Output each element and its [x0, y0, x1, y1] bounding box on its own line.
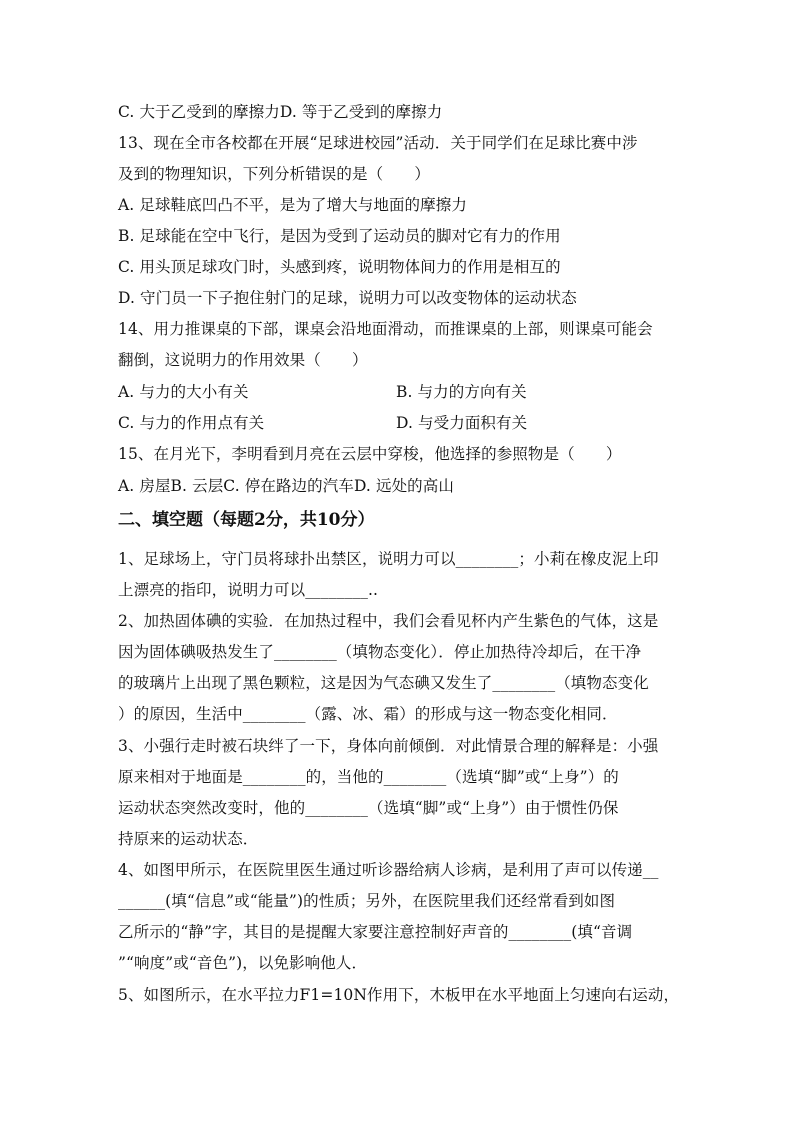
fill-3-line-1: 3、小强行走时被石块绊了一下，身体向前倾倒．对此情景合理的解释是：小强	[118, 737, 659, 755]
fill-3-line-2: 原来相对于地面是________的，当他的________（选填“脚”或“上身”）的	[118, 768, 619, 786]
option-c-d-q12: C. 大于乙受到的摩擦力D. 等于乙受到的摩擦力	[118, 103, 443, 121]
fill-2-line-3: 的玻璃片上出现了黑色颗粒，这是因为气态碘又发生了________（填物态变化	[118, 674, 649, 692]
option-d-q13: D. 守门员一下子抱住射门的足球，说明力可以改变物体的运动状态	[118, 289, 577, 307]
options-q15: A. 房屋B. 云层C. 停在路边的汽车D. 远处的高山	[118, 477, 454, 495]
question-14-line-1: 14、用力推课桌的下部，课桌会沿地面滑动，而推课桌的上部，则课桌可能会	[118, 320, 653, 338]
option-b-q14: B. 与力的方向有关	[396, 383, 527, 401]
fill-1-line-2: 上漂亮的指印，说明力可以________..	[118, 581, 379, 599]
option-d-q14: D. 与受力面积有关	[396, 414, 528, 432]
fill-4-line-4: ”“响度”或“音色”)，以免影响他人．	[118, 954, 368, 972]
fill-2-line-2: 因为固体碘吸热发生了________（填物态变化）．停止加热待冷却后，在干净	[118, 643, 642, 661]
fill-5-line-1: 5、如图所示，在水平拉力F1=10N作用下，木板甲在水平地面上匀速向右运动，	[118, 986, 680, 1004]
option-a-q13: A. 足球鞋底凹凸不平，是为了增大与地面的摩擦力	[118, 196, 467, 214]
option-a-q14: A. 与力的大小有关	[118, 383, 249, 401]
option-b-q13: B. 足球能在空中飞行，是因为受到了运动员的脚对它有力的作用	[118, 227, 561, 245]
fill-3-line-3: 运动状态突然改变时，他的________（选填“脚”或“上身”）由于惯性仍保	[118, 799, 619, 817]
option-c-q14: C. 与力的作用点有关	[118, 414, 265, 432]
option-c-q13: C. 用头顶足球攻门时，头感到疼，说明物体间力的作用是相互的	[118, 258, 561, 276]
fill-4-line-3: 乙所示的“静”字，其目的是提醒大家要注意控制好声音的________(填“音调	[118, 923, 633, 941]
question-15: 15、在月光下，李明看到月亮在云层中穿梭，他选择的参照物是（ ）	[118, 445, 622, 463]
fill-4-line-2: ______(填“信息”或“能量”)的性质；另外，在医院里我们还经常看到如图	[118, 892, 616, 910]
fill-2-line-4: ）的原因，生活中________（露、冰、霜）的形成与这一物态变化相同．	[118, 705, 618, 723]
fill-2-line-1: 2、加热固体碘的实验．在加热过程中，我们会看见杯内产生紫色的气体，这是	[118, 612, 659, 630]
question-13-line-2: 及到的物理知识，下列分析错误的是（ ）	[118, 165, 431, 183]
section-title-fill-in: 二、填空题（每题2分，共10分）	[118, 510, 375, 530]
question-14-line-2: 翻倒，这说明力的作用效果（ ）	[118, 351, 368, 369]
fill-3-line-4: 持原来的运动状态．	[118, 830, 259, 848]
question-13-line-1: 13、现在全市各校都在开展“足球进校园”活动．关于同学们在足球比赛中涉	[118, 134, 638, 152]
fill-4-line-1: 4、如图甲所示，在医院里医生通过听诊器给病人诊病，是利用了声可以传递__	[118, 861, 659, 879]
fill-1-line-1: 1、足球场上，守门员将球扑出禁区，说明力可以________；小莉在橡皮泥上印	[118, 550, 659, 568]
